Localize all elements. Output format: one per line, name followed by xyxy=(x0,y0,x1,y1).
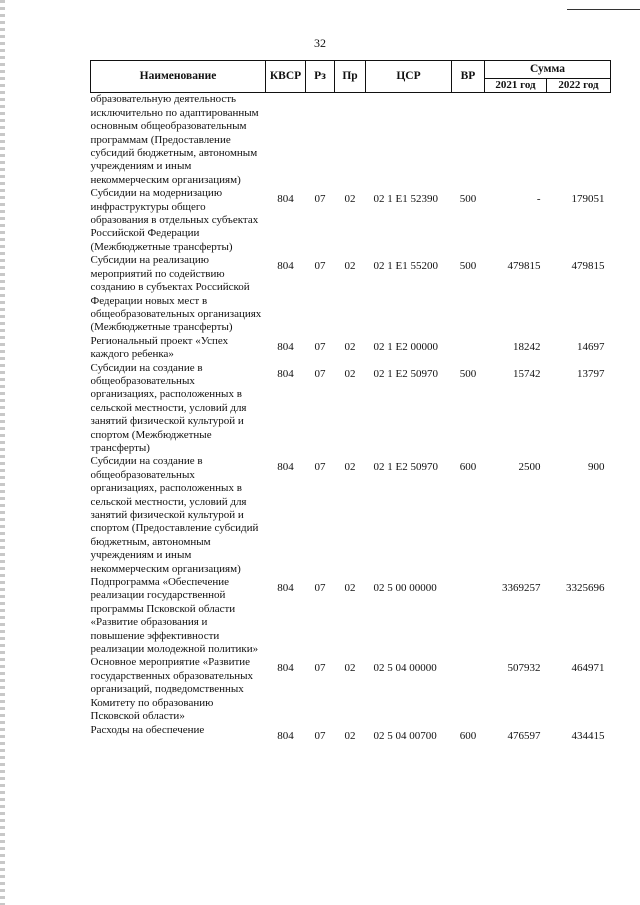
row-name: Региональный проект «Успех каждого ребенка» xyxy=(90,334,229,361)
row-sum-2022: 434415 xyxy=(571,729,605,742)
header-kvsr: КВСР xyxy=(266,61,306,93)
row-vr xyxy=(452,335,485,362)
row-csr: 02 5 00 00000 xyxy=(373,582,437,595)
header-csr: ЦСР xyxy=(366,61,452,93)
row-name: Субсидии на создание в общеобразовательных организациях, расположенных в сельской местности, условий для занятий физической культурой и спортом (Предоставление субсидий бюджетным, автономным учреждениям и иным некоммерческим организациям) xyxy=(90,455,259,575)
header-name: Наименование xyxy=(91,61,266,93)
budget-table xyxy=(90,60,611,743)
row-vr: 500 xyxy=(459,193,477,206)
row-vr xyxy=(452,93,485,187)
row-rz: 07 xyxy=(314,193,326,206)
row-sum-2022: 13797 xyxy=(577,367,605,380)
row-sum-2022: 900 xyxy=(588,461,605,474)
row-rz: 07 xyxy=(314,260,326,273)
row-vr: 500 xyxy=(459,367,477,380)
table-row xyxy=(91,362,611,456)
row-vr: 600 xyxy=(459,461,477,474)
row-rz: 07 xyxy=(314,582,326,595)
row-pr: 02 xyxy=(344,367,356,380)
row-csr: 02 1 E2 50970 xyxy=(373,367,438,380)
row-rz: 07 xyxy=(314,340,326,353)
row-name: Расходы на обеспечение xyxy=(90,723,205,736)
header-vr: ВР xyxy=(452,61,485,93)
header-pr: Пр xyxy=(335,61,366,93)
row-name: Субсидии на модернизацию инфраструктуры общего образования в отдельных субъектах Российской Федерации (Межбюджетные трансферты) xyxy=(90,187,259,253)
row-pr: 02 xyxy=(344,260,356,273)
header-rz: Рз xyxy=(306,61,335,93)
row-kvsr: 804 xyxy=(277,461,294,474)
header-year-2022: 2022 год xyxy=(547,79,611,93)
row-sum-2021: 476597 xyxy=(507,729,541,742)
row-kvsr: 804 xyxy=(277,662,294,675)
row-csr: 02 1 E1 52390 xyxy=(373,193,438,206)
row-csr: 02 5 04 00000 xyxy=(373,662,437,675)
row-rz: 07 xyxy=(314,729,326,742)
table-header xyxy=(91,61,611,93)
row-csr: 02 5 04 00700 xyxy=(373,729,437,742)
row-pr xyxy=(335,93,366,187)
row-pr: 02 xyxy=(344,461,356,474)
table-row xyxy=(91,254,611,334)
table-row xyxy=(91,335,611,362)
page-number: 32 xyxy=(314,36,326,50)
row-sum-2021: 2500 xyxy=(518,461,541,474)
header-year-2021: 2021 год xyxy=(485,79,547,93)
row-rz: 07 xyxy=(314,367,326,380)
row-kvsr: 804 xyxy=(277,582,294,595)
row-pr: 02 xyxy=(344,662,356,675)
row-sum-2022 xyxy=(547,93,611,187)
row-sum-2021: 15742 xyxy=(513,367,541,380)
table-row xyxy=(91,576,611,656)
row-sum-2022: 3325696 xyxy=(566,582,605,595)
table-row xyxy=(91,656,611,723)
row-sum-2021: 479815 xyxy=(507,260,541,273)
row-vr: 600 xyxy=(459,729,477,742)
row-sum-2022: 179051 xyxy=(571,193,605,206)
table-row xyxy=(91,455,611,576)
row-vr xyxy=(452,576,485,656)
row-name: Основное мероприятие «Развитие государственных образовательных организаций, подведомственных Комитету по образованию Псковской области» xyxy=(90,656,254,723)
row-pr: 02 xyxy=(344,582,356,595)
row-sum-2022: 14697 xyxy=(577,340,605,353)
row-csr xyxy=(366,93,452,187)
table-row xyxy=(91,724,611,743)
row-pr: 02 xyxy=(344,340,356,353)
row-vr: 500 xyxy=(459,260,477,273)
row-kvsr: 804 xyxy=(277,340,294,353)
row-rz: 07 xyxy=(314,662,326,675)
row-kvsr: 804 xyxy=(277,729,294,742)
row-pr: 02 xyxy=(344,193,356,206)
row-kvsr: 804 xyxy=(277,367,294,380)
row-sum-2021: 3369257 xyxy=(502,582,541,595)
row-vr xyxy=(452,656,485,723)
row-sum-2022: 464971 xyxy=(571,662,605,675)
row-sum-2021: - xyxy=(536,193,541,206)
row-csr: 02 1 E2 00000 xyxy=(373,340,438,353)
row-sum-2021: 507932 xyxy=(507,662,541,675)
row-name: Субсидии на создание в общеобразовательных организациях, расположенных в сельской местности, условий для занятий физической культурой и спортом (Межбюджетные трансферты) xyxy=(90,361,247,454)
row-csr: 02 1 E2 50970 xyxy=(373,461,438,474)
row-sum-2022: 479815 xyxy=(571,260,605,273)
top-rule xyxy=(567,9,640,10)
row-sum-2021 xyxy=(485,93,547,187)
scan-edge xyxy=(0,0,5,905)
row-kvsr: 804 xyxy=(277,260,294,273)
row-name: Субсидии на реализацию мероприятий по содействию созданию в субъектах Российской Федерации новых мест в общеобразовательных организациях (Межбюджетные трансферты) xyxy=(90,254,262,334)
row-kvsr: 804 xyxy=(277,193,294,206)
row-sum-2021: 18242 xyxy=(513,340,541,353)
header-sum: Сумма xyxy=(485,61,611,79)
row-rz xyxy=(306,93,335,187)
row-csr: 02 1 E1 55200 xyxy=(373,260,438,273)
row-rz: 07 xyxy=(314,461,326,474)
table-row xyxy=(91,187,611,254)
table-body xyxy=(91,93,611,743)
row-name: Подпрограмма «Обеспечение реализации государственной программы Псковской области «Развитие образования и повышение эффективности реализации молодежной политики» xyxy=(90,576,259,656)
row-name: образовательную деятельность исключительно по адаптированным основным общеобразовательным программам (Предоставление субсидий бюджетным, автономным учреждениям и иным некоммерческим организациям) xyxy=(90,93,259,186)
table-row xyxy=(91,93,611,187)
row-kvsr xyxy=(266,93,306,187)
row-pr: 02 xyxy=(344,729,356,742)
